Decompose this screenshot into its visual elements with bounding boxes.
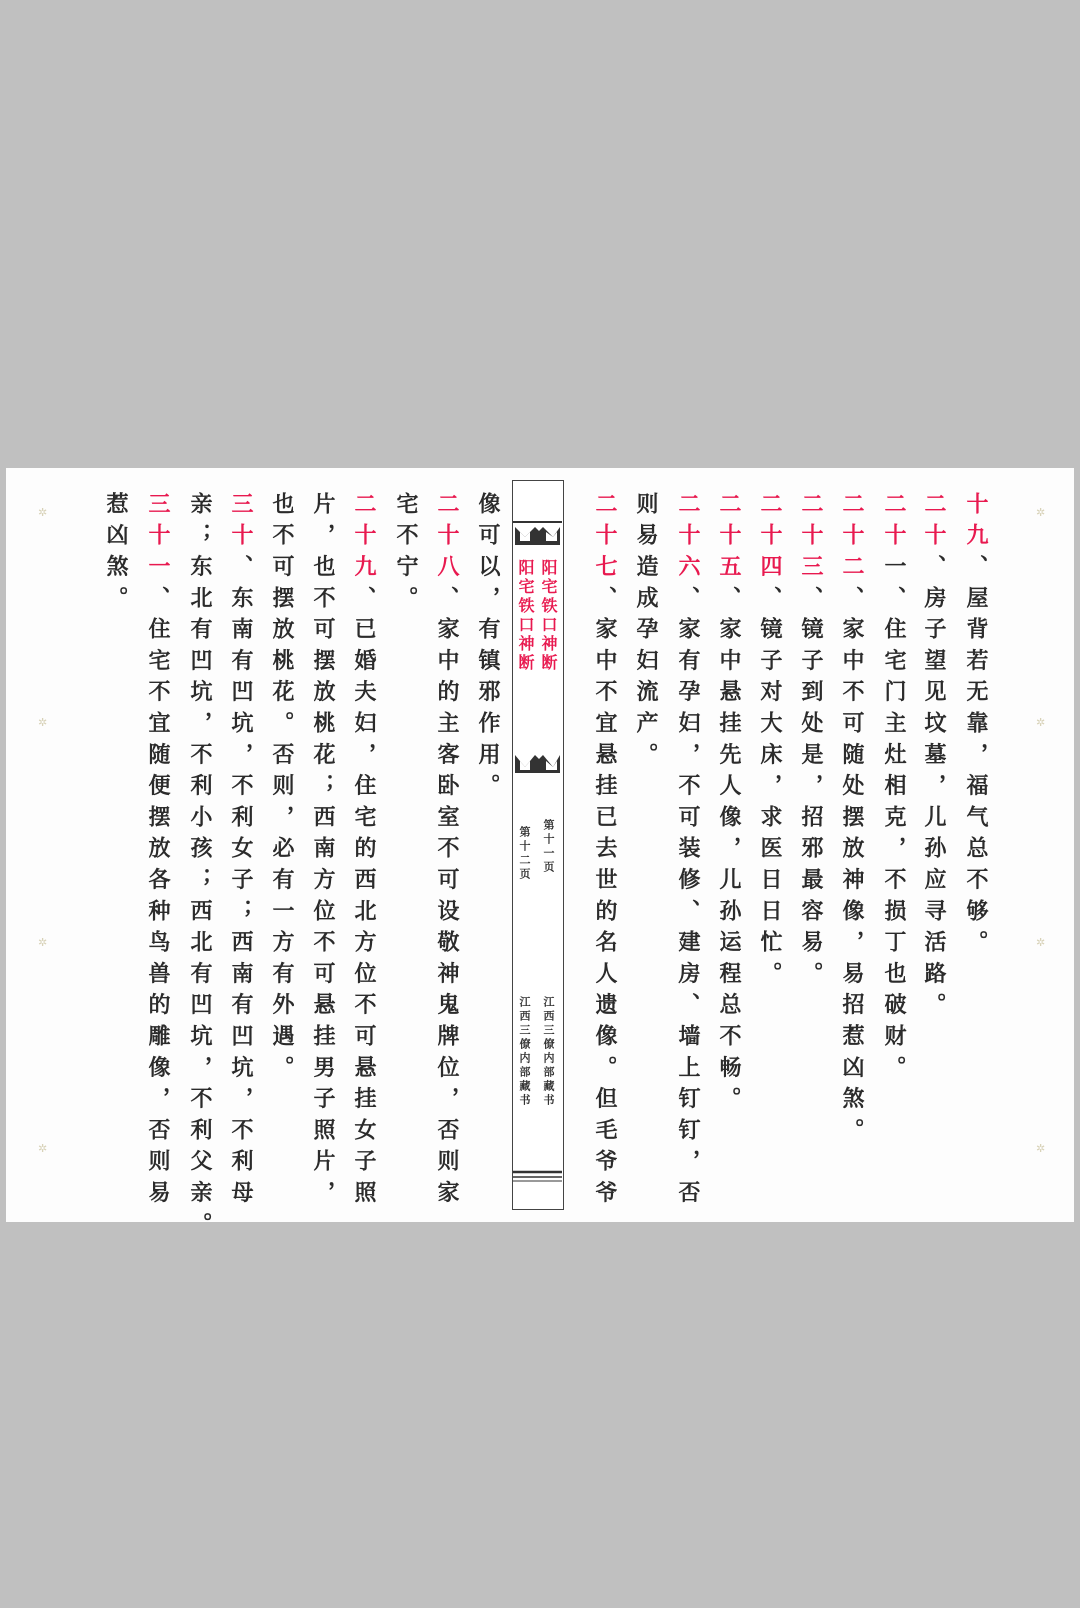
text-column: 三十一、住宅不宜随便摆放各种鸟兽的雕像，否则易 [145, 492, 170, 1212]
text-column: 则易造成孕妇流产。 [633, 492, 658, 774]
book-spread [6, 468, 1074, 1244]
ornament-lines [513, 1169, 562, 1183]
book-spine [512, 480, 564, 1210]
binding-mark: ✲ [38, 936, 48, 949]
text-column: 片，也不可摆放桃花；西南方位不可悬挂男子照片， [310, 492, 335, 1212]
binding-mark: ✲ [1036, 716, 1046, 729]
text-column: 二十四、镜子对大床，求医日日忙。 [757, 492, 782, 993]
binding-mark: ✲ [38, 1142, 48, 1155]
text-column: 像可以，有镇邪作用。 [475, 492, 500, 805]
text-column: 也不可摆放桃花。否则，必有一方有外遇。 [269, 492, 294, 1087]
text-column: 惹凶煞。 [103, 492, 128, 618]
text-column: 三十、东南有凹坑，不利女子；西南有凹坑，不利母 [228, 492, 253, 1212]
ornament-bottom [513, 751, 562, 777]
text-column: 二十七、家中不宜悬挂已去世的名人遗像。但毛爷爷 [592, 492, 617, 1212]
text-column: 宅不宁。 [393, 492, 418, 618]
binding-mark: ✲ [1036, 936, 1046, 949]
spine-title-left: 阳宅铁口神断 [516, 559, 535, 673]
text-column: 二十六、家有孕妇，不可装修、建房、墙上钉钉，否 [675, 492, 700, 1212]
spine-title-right: 阳宅铁口神断 [539, 559, 558, 673]
page-number-right: 第十一页 [542, 819, 555, 875]
binding-mark: ✲ [1036, 1142, 1046, 1155]
ornament-top [513, 519, 562, 549]
page-number-left: 第十二页 [518, 826, 531, 882]
binding-mark: ✲ [1036, 506, 1046, 519]
binding-mark: ✲ [38, 716, 48, 729]
text-column: 二十二、家中不可随处摆放神像，易招惹凶煞。 [839, 492, 864, 1150]
text-column: 亲；东北有凹坑，不利小孩；西北有凹坑，不利父亲。 [187, 492, 212, 1244]
text-column: 二十八、家中的主客卧室不可设敬神鬼牌位，否则家 [434, 492, 459, 1212]
text-column: 十九、屋背若无靠，福气总不够。 [963, 492, 988, 962]
binding-mark: ✲ [38, 506, 48, 519]
text-column: 二十一、住宅门主灶相克，不损丁也破财。 [881, 492, 906, 1087]
source-right: 江西三僚内部藏书 [542, 996, 555, 1108]
text-column: 二十九、已婚夫妇，住宅的西北方位不可悬挂女子照 [351, 492, 376, 1212]
text-column: 二十三、镜子到处是，招邪最容易。 [798, 492, 823, 993]
source-left: 江西三僚内部藏书 [518, 996, 531, 1108]
text-column: 二十、房子望见坟墓，儿孙应寻活路。 [921, 492, 946, 1025]
text-column: 二十五、家中悬挂先人像，儿孙运程总不畅。 [716, 492, 741, 1119]
